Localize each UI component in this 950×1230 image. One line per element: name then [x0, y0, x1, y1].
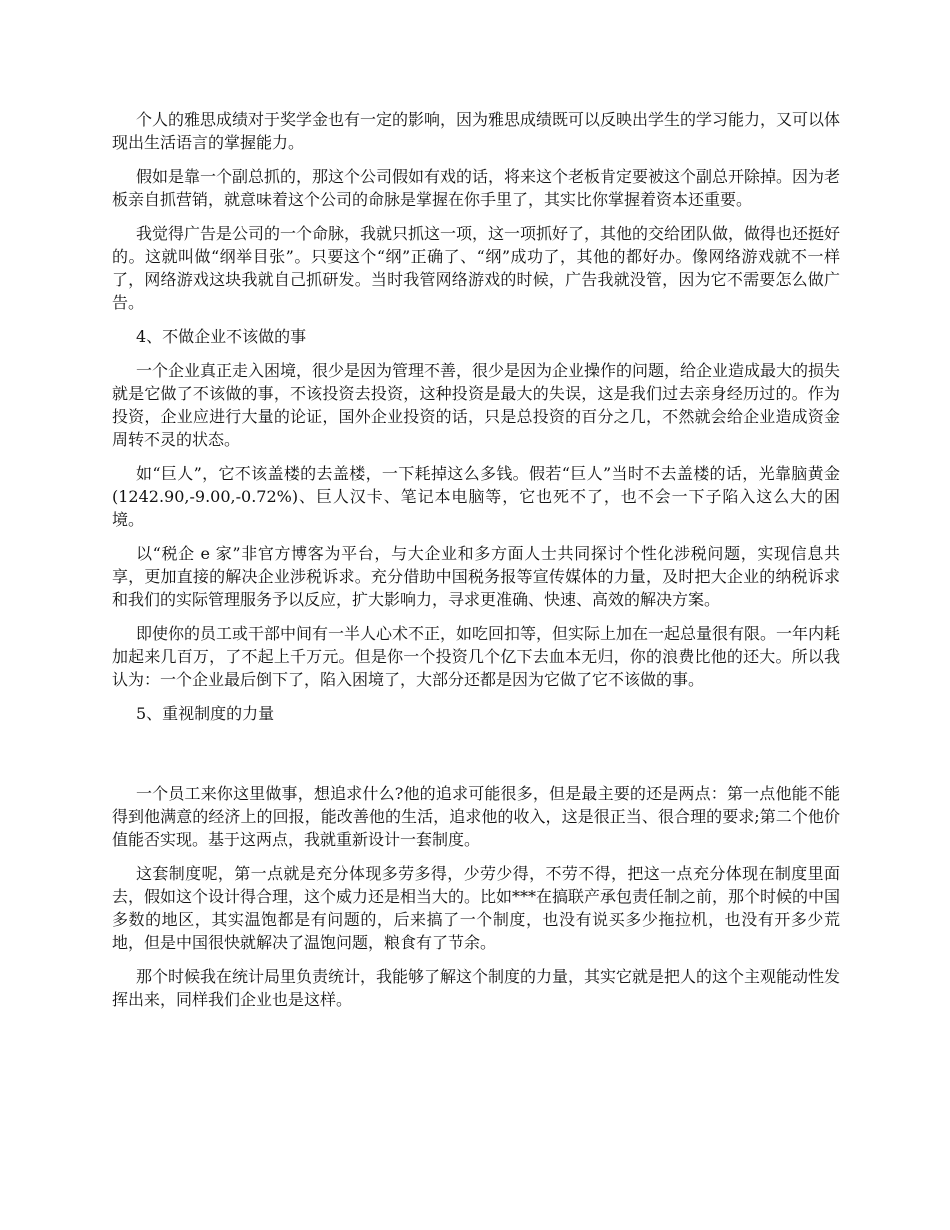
- document-page: [112, 108, 840, 1022]
- paragraph-vice-president: 假如是靠一个副总抓的，那这个公司假如有戏的话，将来这个老板肯定要被这个副总开除掉。因为老板亲自抓营销，就意味着这个公司的命脉是掌握在你手里了，其实比你掌握着资本还重要。: [112, 167, 841, 209]
- paragraph-system-design: 这套制度呢，第一点就是充分体现多劳多得，少劳少得，不劳不得，把这一点充分体现在制度里面去，假如这个设计得合理，这个威力还是相当大的。比如***在搞联产承包责任制之前，那个时候的中国多数的地区，其实温饱都是有问题的，后来搞了一个制度，也没有说买多少拖拉机，也没有开多少荒地，但是中国很快就解决了温饱问题，粮食有了节余。: [112, 864, 841, 952]
- blank-gap: [112, 736, 840, 782]
- paragraph-employee-goals: 一个员工来你这里做事，想追求什么?他的追求可能很多，但是最主要的还是两点：第一点他能不能得到他满意的经济上的回报，能改善他的生活，追求他的收入，这是很正当、很合理的要求;第二个他价值能否实现。基于这两点，我就重新设计一套制度。: [112, 784, 840, 849]
- paragraph-employees: 即使你的员工或干部中间有一半人心术不正，如吃回扣等，但实际上加在一起总量很有限。一年内耗加起来几百万，了不起上千万元。但是你一个投资几个亿下去血本无归，你的浪费比他的还大。所以我认为：一个企业最后倒下了，陷入困境了，大部分还都是因为它做了它不该做的事。: [112, 624, 841, 689]
- paragraph-enterprise-dilemma: 一个企业真正走入困境，很少是因为管理不善，很少是因为企业操作的问题，给企业造成最大的损失就是它做了不该做的事，不该投资去投资，这种投资是最大的失误，这是我们过去亲身经历过的。作为投资，企业应进行大量的论证，国外企业投资的话，只是总投资的百分之几，不然就会给企业造成资金周转不灵的状态。: [112, 361, 841, 449]
- paragraph-tax-blog: 以“税企 e 家”非官方博客为平台，与大企业和多方面人士共同探讨个性化涉税问题，实现信息共享，更加直接的解决企业涉税诉求。充分借助中国税务报等宣传媒体的力量，及时把大企业的纳税诉求和我们的实际管理服务予以反应，扩大影响力，寻求更准确、快速、高效的解决方案。: [112, 544, 840, 609]
- paragraph-advertising: 我觉得广告是公司的一个命脉，我就只抓这一项，这一项抓好了，其他的交给团队做，做得也还挺好的。这就叫做“纲举目张”。只要这个“纲”正确了、“纲”成功了，其他的都好办。像网络游戏就不一样了，网络游戏这块我就自己抓研发。当时我管网络游戏的时候，广告我就没管，因为它不需要怎么做广告。: [112, 224, 841, 312]
- paragraph-giant: 如“巨人”，它不该盖楼的去盖楼，一下耗掉这么多钱。假若“巨人”当时不去盖楼的话，光靠脑黄金(1242.90,-9.00,-0.72%)、巨人汉卡、笔记本电脑等，它也死不了，也不会一下子陷入这么大的困境。: [112, 464, 840, 529]
- section-heading-4: 4、不做企业不该做的事: [136, 327, 307, 346]
- paragraph-statistics-bureau: 那个时候我在统计局里负责统计，我能够了解这个制度的力量，其实它就是把人的这个主观能动性发挥出来，同样我们企业也是这样。: [112, 967, 841, 1009]
- section-heading-5: 5、重视制度的力量: [136, 704, 275, 723]
- paragraph-ielts: 个人的雅思成绩对于奖学金也有一定的影响，因为雅思成绩既可以反映出学生的学习能力，又可以体现出生活语言的掌握能力。: [112, 110, 841, 152]
